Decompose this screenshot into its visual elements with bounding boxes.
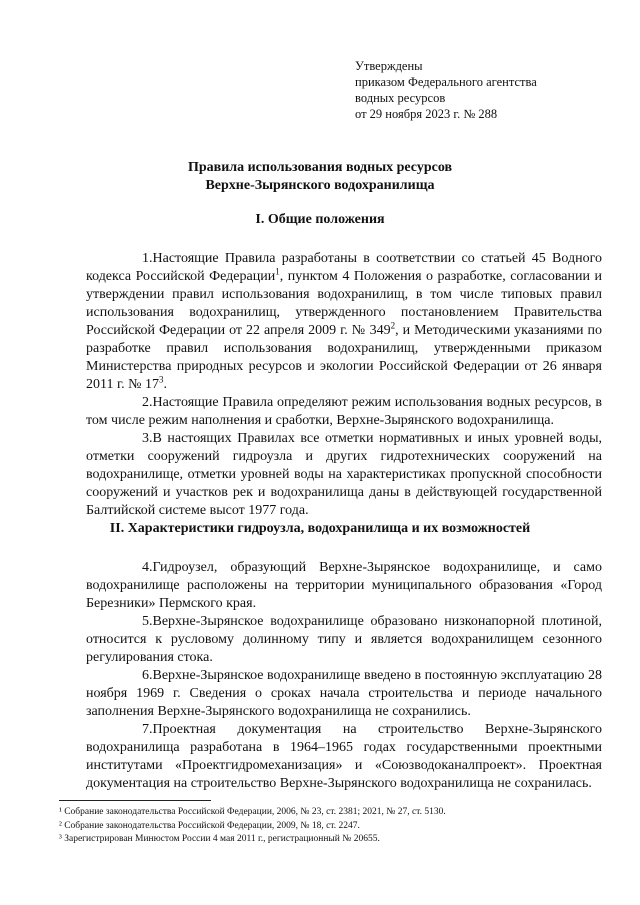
paragraph-text: Настоящие Правила разработаны в соответствии со статьей 45 Водного кодекса Российской Федерации [86,251,602,284]
paragraph-number: 1. [142,251,153,266]
footnote-divider [59,800,211,801]
approval-line: водных ресурсов [355,91,446,105]
paragraph-text: В настоящих Правилах все отметки нормативных и иных уровней воды, отметки сооружений гидроузла и других гидротехнических сооружений на водохранилище, отметки уровней воды на характеристиках пропускной способности сооружений и участков рек и водохранилища даны в действующей государственной Балтийской системе высот 1977 года. [86,431,602,518]
paragraph-3 [86,430,602,520]
footnote-ref: 3 [159,374,164,385]
document-title-line2: Верхне-Зырянского водохранилища [205,178,435,193]
section1-heading: I. Общие положения [255,212,385,227]
approval-block [355,58,537,122]
paragraph-number: 3. [142,431,153,446]
document-title-line1: Правила использования водных ресурсов [187,160,453,175]
paragraph-text: Проектная документация на строительство Верхне-Зырянского водохранилища разработана в 1964–1965 годах государственными проектными институтами «Проектгидромеханизация» и «Союзводоканалпроект». Проектная документация на строительство Верхне-Зырянского водохранилища не сохранилась. [86,722,602,791]
paragraph-2 [86,394,602,430]
footnote: ³ Зарегистрирован Минюстом России 4 мая 2011 г., регистрационный № 20655. [59,834,380,844]
paragraph-1 [86,250,602,394]
paragraph-text: Гидроузел, образующий Верхне-Зырянское водохранилище, и само водохранилище расположены на территории муниципального образования «Город Березники» Пермского края. [86,560,602,611]
approval-line: приказом Федерального агентства [355,75,537,89]
paragraph-text: , пунктом 4 Положения о разработке, согласовании и утверждении правил использования водохранилищ, в том числе типовых правил использования водохранилищ, утвержденного постановлением Правительства Российской Федерации от 22 апреля 2009 г. № 349 [86,269,602,338]
footnote-ref: 1 [275,266,280,277]
paragraph-text: Верхне-Зырянское водохранилище введено в постоянную эксплуатацию 28 ноября 1969 г. Сведения о сроках начала строительства и периоде начального заполнения Верхне-Зырянского водохранилища не сохранились. [86,668,602,719]
paragraph-text: Верхне-Зырянское водохранилище образовано низконапорной плотиной, относится к русловому долинному типу и является водохранилищем сезонного регулирования стока. [86,614,602,665]
paragraph-text: , и Методическими указаниями по разработке правил использования водохранилищ, утвержденными приказом Министерства природных ресурсов и экологии Российской Федерации от 26 января 2011 г. № 17 [86,323,602,392]
paragraph-5 [86,613,602,667]
paragraph-number: 6. [142,668,153,683]
section2-heading: II. Характеристики гидроузла, водохранилища и их возможностей [109,521,531,536]
paragraph-number: 7. [142,722,153,737]
paragraph-6 [86,667,602,721]
paragraph-text: Настоящие Правила определяют режим использования водных ресурсов, в том числе режим наполнения и сработки, Верхне-Зырянского водохранилища. [86,395,602,428]
footnote: ¹ Собрание законодательства Российской Федерации, 2006, № 23, ст. 2381; 2021, № 27, ст. 5130. [59,807,446,817]
approval-line: от 29 ноября 2023 г. № 288 [355,107,498,121]
approval-line: Утверждены [355,59,423,73]
document-title [0,159,640,195]
paragraph-number: 4. [142,560,153,575]
paragraph-number: 5. [142,614,153,629]
section1-body [86,250,602,520]
paragraph-4 [86,559,602,613]
paragraph-text: . [163,377,168,392]
paragraph-7 [86,721,602,793]
footnote: ² Собрание законодательства Российской Федерации, 2009, № 18, ст. 2247. [59,820,360,831]
footnotes [59,806,604,847]
footnote-ref: 2 [390,320,396,331]
paragraph-number: 2. [142,395,153,410]
section2-body [86,559,602,793]
